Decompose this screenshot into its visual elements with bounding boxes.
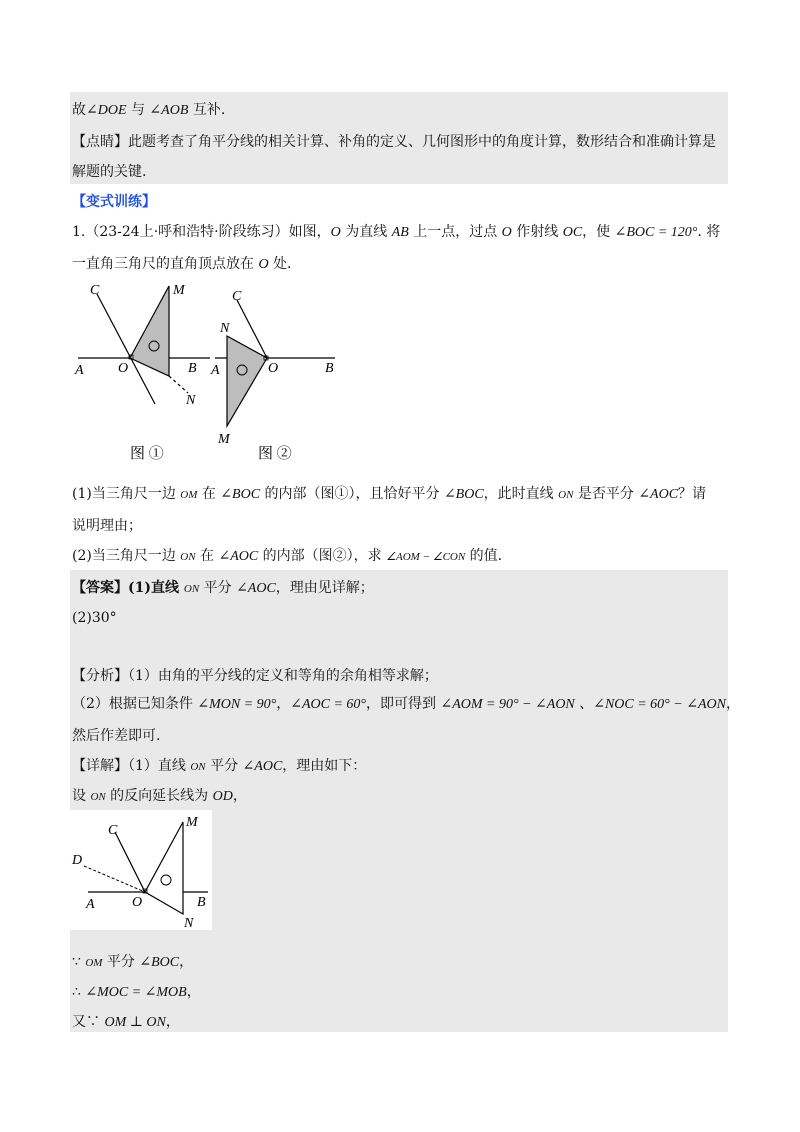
svg-text:N: N	[220, 321, 230, 336]
svg-text:B: B	[188, 361, 197, 376]
svg-text:A: A	[86, 897, 95, 912]
conclusion-line: 故∠DOE 与 ∠AOB 互补.	[72, 102, 226, 118]
figure-1	[74, 283, 210, 462]
detail-2: 设 ON 的反向延长线为 OD，	[72, 788, 247, 804]
svg-text:M: M	[173, 283, 185, 298]
proof-2: ∴ ∠MOC = ∠MOB，	[72, 984, 201, 1000]
svg-text:B: B	[325, 361, 334, 376]
answer-2: (2)30°	[72, 610, 117, 626]
figure-3	[70, 810, 212, 930]
svg-text:M: M	[186, 815, 198, 830]
svg-text:N: N	[184, 916, 194, 930]
proof-1: ∵ OM 平分 ∠BOC，	[72, 954, 194, 970]
dianjing-line: 【点睛】此题考查了角平分线的相关计算、补角的定义、几何图形中的角度计算，数形结合和准确计算是	[72, 134, 716, 150]
svg-text:O: O	[118, 361, 129, 376]
analysis-2: （2）根据已知条件 ∠MON = 90°，∠AOC = 60°，即可得到 ∠AOM = 90° − ∠AON 、∠NOC = 60° − ∠AON，	[72, 696, 740, 712]
figure-2	[210, 289, 335, 462]
detail-1: 【详解】（1）直线 ON 平分 ∠AOC，理由如下：	[72, 758, 367, 774]
svg-text:D: D	[72, 853, 83, 868]
svg-text:A: A	[211, 363, 220, 378]
svg-text:图 ②: 图 ②	[258, 446, 292, 462]
question-1-cont: 说明理由；	[72, 518, 142, 534]
svg-text:A: A	[75, 363, 84, 378]
proof-3: 又∵ OM ⊥ ON，	[72, 1014, 180, 1030]
analysis-1: 【分析】（1）由角的平分线的定义和等角的余角相等求解；	[72, 668, 438, 684]
svg-text:M: M	[218, 432, 230, 447]
svg-text:图 ①: 图 ①	[130, 446, 164, 462]
svg-text:N: N	[186, 393, 196, 408]
svg-text:O: O	[268, 361, 279, 376]
dianjing-line-2: 解题的关键.	[72, 164, 147, 180]
svg-text:C: C	[108, 823, 118, 838]
question-1: (1)当三角尺一边 OM 在 ∠BOC 的内部（图①），且恰好平分 ∠BOC，此时直线 ON 是否平分 ∠AOC？请	[72, 486, 707, 502]
svg-text:C: C	[90, 283, 100, 298]
problem-line-2: 一直角三角尺的直角顶点放在 O 处.	[72, 256, 292, 272]
analysis-3: 然后作差即可.	[72, 728, 161, 744]
svg-text:B: B	[197, 895, 206, 910]
question-2: (2)当三角尺一边 ON 在 ∠AOC 的内部（图②），求 ∠AOM − ∠CON 的值.	[72, 548, 503, 564]
answer-line: 【答案】(1)直线 ON 平分 ∠AOC，理由见详解；	[72, 580, 374, 596]
svg-text:O: O	[132, 895, 143, 910]
svg-text:C: C	[232, 289, 242, 304]
section-heading: 【变式训练】	[72, 194, 156, 210]
figure-1-2	[70, 278, 360, 468]
problem-line-1: 1.（23-24上·呼和浩特·阶段练习）如图，O 为直线 AB 上一点，过点 O 作射线 OC，使 ∠BOC = 120°. 将	[72, 224, 721, 240]
